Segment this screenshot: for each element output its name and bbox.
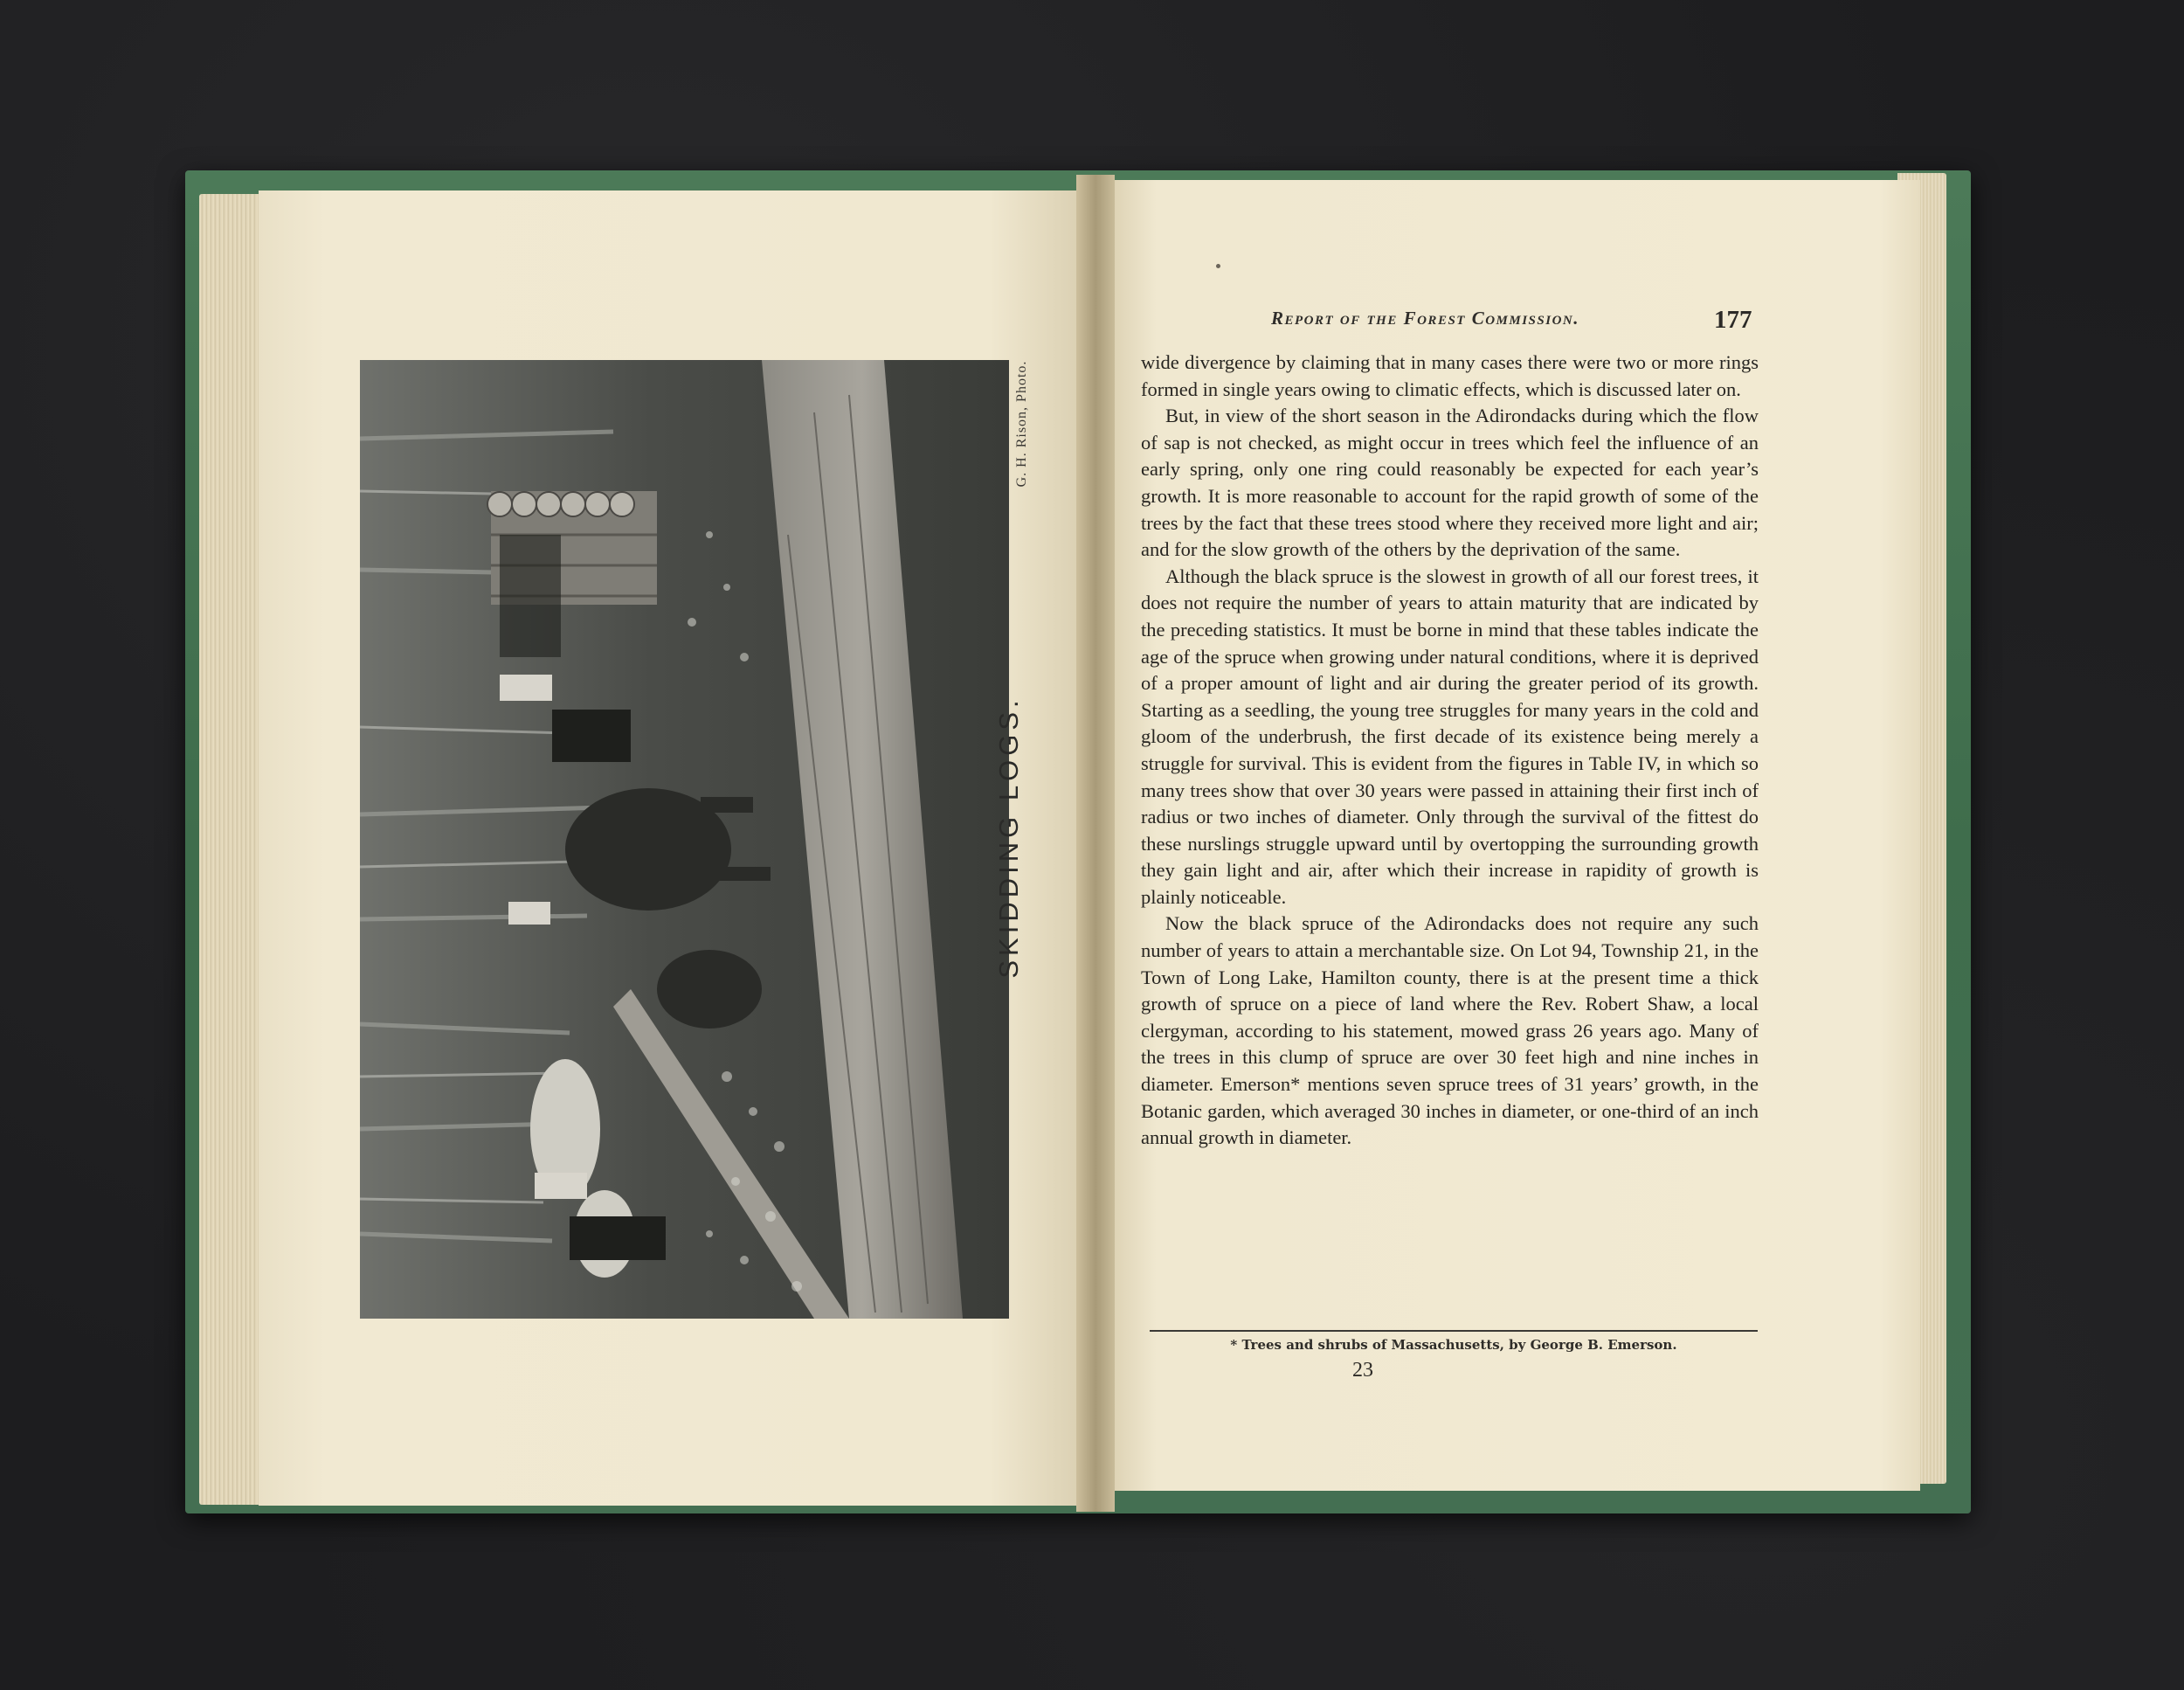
photo-credit: G. H. Rison, Photo. <box>1014 360 1029 488</box>
skidding-logs-photograph <box>360 360 1009 1319</box>
body-text <box>1141 350 1759 1152</box>
footnote: * Trees and shrubs of Massachusetts, by George B. Emerson. <box>1230 1337 1677 1353</box>
running-head: Report of the Forest Commission. <box>1271 308 1579 329</box>
plate-caption: SKIDDING LOGS. <box>993 696 1024 979</box>
paragraph-4: Now the black spruce of the Adirondacks does not require any such number of years to attain a merchantable size. On Lot 94, Township 21, in the Town of Long Lake, Hamilton county, there is at the present time a thick growth of spruce on a piece of land where the Rev. Robert Shaw, a local clergyman, according to his statement, mowed grass 26 years ago. Many of the trees in this clump of spruce are over 30 feet high and nine inches in diameter. Emerson* mentions seven spruce trees of 31 years’ growth, in the Botanic garden, which averaged 30 inches in diameter, or one-third of an inch annual growth in diameter. <box>1141 912 1759 1149</box>
paragraph-1: wide divergence by claiming that in many cases there were two or more rings formed in single years owing to climatic effects, which is discussed later on. <box>1141 351 1759 400</box>
paragraph-2: But, in view of the short season in the Adirondacks during which the flow of sap is not checked, as might occur in trees which feel the influence of an early spring, only one ring could reasonably be expected for each year’s growth. It is more reasonable to account for the rapid growth of some of the trees by the fact that these trees stood where they received more light and air; and for the slow growth of the others by the deprivation of the same. <box>1141 405 1759 561</box>
page-number: 177 <box>1714 306 1752 334</box>
paragraph-3: Although the black spruce is the slowest in growth of all our forest trees, it does not require the number of years to attain maturity that are indicated by the preceding statistics. It must be borne in mind that these tables indicate the age of the spruce when growing under natural conditions, where it is deprived of a proper amount of light and air during the greater period of its growth. Starting as a seedling, the young tree struggles for many years in the cold and gloom of the underbrush, the first decade of its existence being merely a struggle for survival. This is evident from the figures in Table IV, in which so many trees show that over 30 years were passed in attaining their first inch of radius or two inches of diameter. Only through the survival of the fittest do these nurslings struggle upward until by overtopping the surrounding growth they gain light and air, after which their increase in rapidity of growth is plainly noticeable. <box>1141 564 1759 908</box>
ink-speck <box>1216 264 1220 268</box>
book-gutter <box>1076 175 1115 1512</box>
footnote-rule <box>1150 1330 1758 1332</box>
signature-mark: 23 <box>1352 1359 1373 1382</box>
